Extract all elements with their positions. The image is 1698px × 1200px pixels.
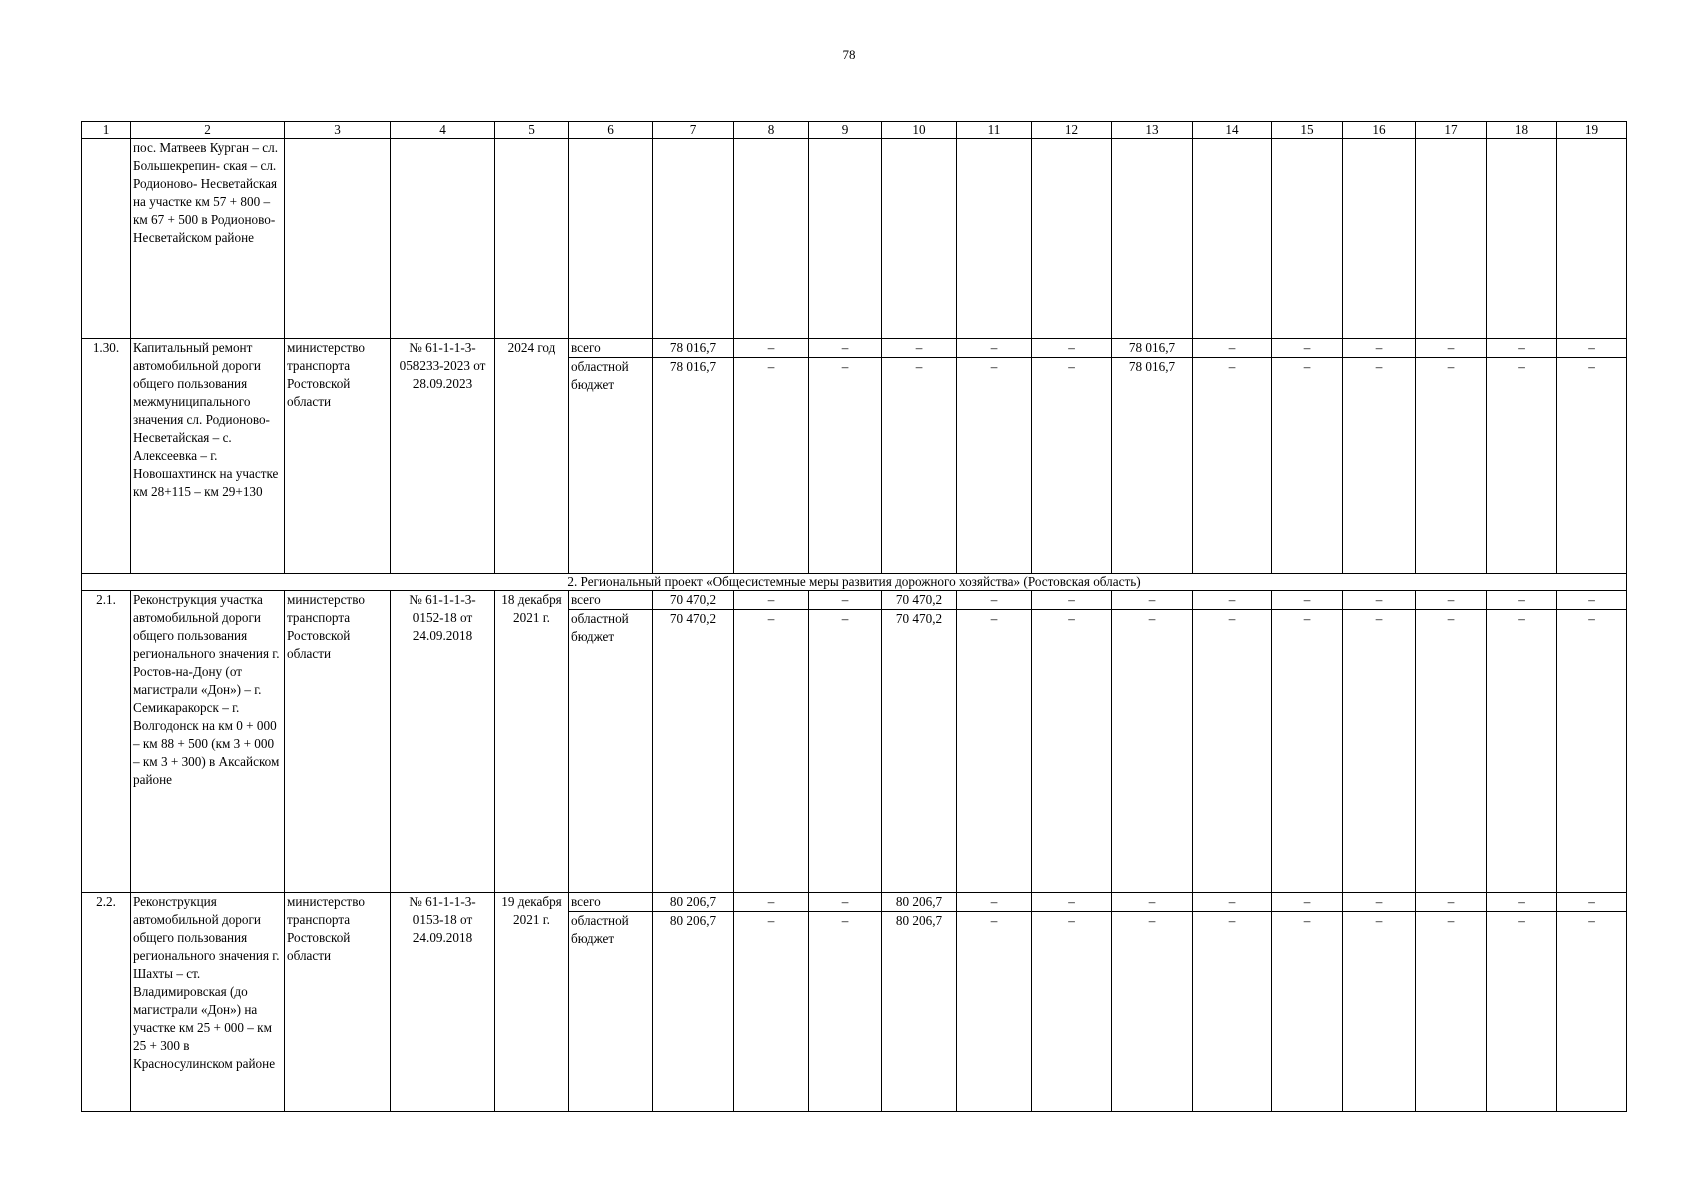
amount-cell: – [1032, 893, 1112, 912]
row-number: 1.30. [82, 339, 131, 574]
amount-cell: – [1487, 358, 1557, 574]
object-row [82, 893, 1627, 912]
amount-cell: – [1193, 339, 1272, 358]
column-number: 15 [1272, 122, 1343, 139]
amount-cell: – [957, 591, 1032, 610]
page-number: 78 [842, 47, 856, 62]
amount-cell: – [809, 339, 882, 358]
row-number: 2.1. [82, 591, 131, 893]
amount-cell: – [1487, 893, 1557, 912]
object-name: пос. Матвеев Курган – сл. Большекрепин- ская – сл. Родионово- Несветайская на участке км 57 + 800 – км 67 + 500 в Родионово- Несветайском районе [131, 139, 285, 339]
completion-date: 19 декабря 2021 г. [495, 893, 569, 1112]
amount-cell: – [809, 912, 882, 1112]
amount-cell: – [1193, 591, 1272, 610]
amount-cell: – [957, 893, 1032, 912]
column-number: 12 [1032, 122, 1112, 139]
amount-cell: – [1416, 912, 1487, 1112]
amount-cell: – [1032, 610, 1112, 893]
amount-cell: 70 470,2 [653, 591, 734, 610]
amount-cell: 78 016,7 [1112, 339, 1193, 358]
object-name: Реконструкция автомобильной дороги общего пользования регионального значения г. Шахты – ст. Владимировская (до магистрали «Дон») на участке км 25 + 000 – км 25 + 300 в Красносулинском районе [131, 893, 285, 1112]
amount-cell: – [1487, 591, 1557, 610]
amount-cell: – [1272, 610, 1343, 893]
amount-cell: 70 470,2 [653, 610, 734, 893]
amount-cell: – [957, 358, 1032, 574]
amount-cell: – [1487, 339, 1557, 358]
amount-cell: – [1416, 339, 1487, 358]
column-number: 10 [882, 122, 957, 139]
column-number: 9 [809, 122, 882, 139]
section-row [82, 574, 1627, 591]
amount-cell: 70 470,2 [882, 591, 957, 610]
amount-cell: – [957, 912, 1032, 1112]
amount-cell: – [882, 358, 957, 574]
column-number: 19 [1557, 122, 1627, 139]
object-name: Реконструкция участка автомобильной дороги общего пользования регионального значения г. Ростов-на-Дону (от магистрали «Дон») – г. Семикаракорск – г. Волгодонск на км 0 + 000 – км 88 + 500 (км 3 + 000 – км 3 + 300) в Аксайском районе [131, 591, 285, 893]
amount-cell: – [1193, 893, 1272, 912]
column-number: 2 [131, 122, 285, 139]
amount-cell: – [1272, 358, 1343, 574]
amount-cell: – [734, 339, 809, 358]
amount-cell: – [1193, 358, 1272, 574]
column-number: 7 [653, 122, 734, 139]
column-number: 8 [734, 122, 809, 139]
amount-cell: – [1112, 610, 1193, 893]
amount-cell: 80 206,7 [653, 912, 734, 1112]
amount-cell: – [1557, 339, 1627, 358]
amount-cell: 80 206,7 [653, 893, 734, 912]
amount-cell: – [1032, 339, 1112, 358]
amount-cell: – [809, 610, 882, 893]
expertise-document: № 61-1-1-3- 0153-18 от 24.09.2018 [391, 893, 495, 1112]
amount-cell: – [1272, 591, 1343, 610]
amount-cell: – [882, 339, 957, 358]
amount-cell: 80 206,7 [882, 912, 957, 1112]
funding-source: всего [569, 339, 653, 358]
section-title: 2. Региональный проект «Общесистемные меры развития дорожного хозяйства» (Ростовская область) [82, 574, 1627, 591]
column-number: 13 [1112, 122, 1193, 139]
amount-cell: – [1343, 610, 1416, 893]
expertise-document: № 61-1-1-3- 058233-2023 от 28.09.2023 [391, 339, 495, 574]
column-number: 18 [1487, 122, 1557, 139]
funding-source: всего [569, 893, 653, 912]
continuation-row [82, 139, 1627, 339]
amount-cell: – [1193, 610, 1272, 893]
funding-source: всего [569, 591, 653, 610]
amount-cell: – [1272, 912, 1343, 1112]
column-number: 17 [1416, 122, 1487, 139]
amount-cell: – [1032, 358, 1112, 574]
amount-cell: – [1557, 893, 1627, 912]
amount-cell: – [734, 591, 809, 610]
column-number: 14 [1193, 122, 1272, 139]
funding-source: областной бюджет [569, 610, 653, 893]
object-name: Капитальный ремонт автомобильной дороги общего пользования межмуниципального значения сл. Родионово- Несветайская – с. Алексеевка – г. Новошахтинск на участке км 28+115 – км 29+130 [131, 339, 285, 574]
amount-cell: – [734, 610, 809, 893]
amount-cell: – [1557, 591, 1627, 610]
amount-cell: – [1343, 591, 1416, 610]
amount-cell: 70 470,2 [882, 610, 957, 893]
amount-cell: 78 016,7 [1112, 358, 1193, 574]
column-number: 5 [495, 122, 569, 139]
amount-cell: – [734, 912, 809, 1112]
responsible-organization: министерство транспорта Ростовской области [285, 893, 391, 1112]
amount-cell: – [1343, 339, 1416, 358]
column-number: 1 [82, 122, 131, 139]
object-row [82, 591, 1627, 610]
column-number: 16 [1343, 122, 1416, 139]
amount-cell: – [809, 591, 882, 610]
amount-cell: – [957, 610, 1032, 893]
amount-cell: – [1557, 358, 1627, 574]
amount-cell: – [1112, 893, 1193, 912]
funding-source: областной бюджет [569, 912, 653, 1112]
completion-date: 2024 год [495, 339, 569, 574]
budget-table [81, 121, 1627, 1112]
amount-cell: – [1416, 358, 1487, 574]
amount-cell: – [1557, 610, 1627, 893]
amount-cell: – [1272, 893, 1343, 912]
amount-cell: – [1487, 912, 1557, 1112]
responsible-organization: министерство транспорта Ростовской области [285, 339, 391, 574]
amount-cell: 78 016,7 [653, 358, 734, 574]
row-number: 2.2. [82, 893, 131, 1112]
column-number: 3 [285, 122, 391, 139]
amount-cell: 78 016,7 [653, 339, 734, 358]
amount-cell: – [1032, 912, 1112, 1112]
amount-cell: – [1112, 591, 1193, 610]
amount-cell: 80 206,7 [882, 893, 957, 912]
amount-cell: – [1416, 610, 1487, 893]
amount-cell: – [1343, 893, 1416, 912]
amount-cell: – [1343, 358, 1416, 574]
amount-cell: – [734, 358, 809, 574]
amount-cell: – [1416, 591, 1487, 610]
completion-date: 18 декабря 2021 г. [495, 591, 569, 893]
column-number: 4 [391, 122, 495, 139]
amount-cell: – [809, 358, 882, 574]
column-number-row [82, 122, 1627, 139]
object-row [82, 339, 1627, 358]
amount-cell: – [809, 893, 882, 912]
amount-cell: – [1112, 912, 1193, 1112]
column-number: 11 [957, 122, 1032, 139]
column-number: 6 [569, 122, 653, 139]
amount-cell: – [1193, 912, 1272, 1112]
funding-source: областной бюджет [569, 358, 653, 574]
amount-cell: – [1343, 912, 1416, 1112]
amount-cell: – [1272, 339, 1343, 358]
amount-cell: – [957, 339, 1032, 358]
amount-cell: – [1557, 912, 1627, 1112]
responsible-organization: министерство транспорта Ростовской области [285, 591, 391, 893]
amount-cell: – [1032, 591, 1112, 610]
amount-cell: – [1416, 893, 1487, 912]
amount-cell: – [1487, 610, 1557, 893]
amount-cell: – [734, 893, 809, 912]
expertise-document: № 61-1-1-3- 0152-18 от 24.09.2018 [391, 591, 495, 893]
